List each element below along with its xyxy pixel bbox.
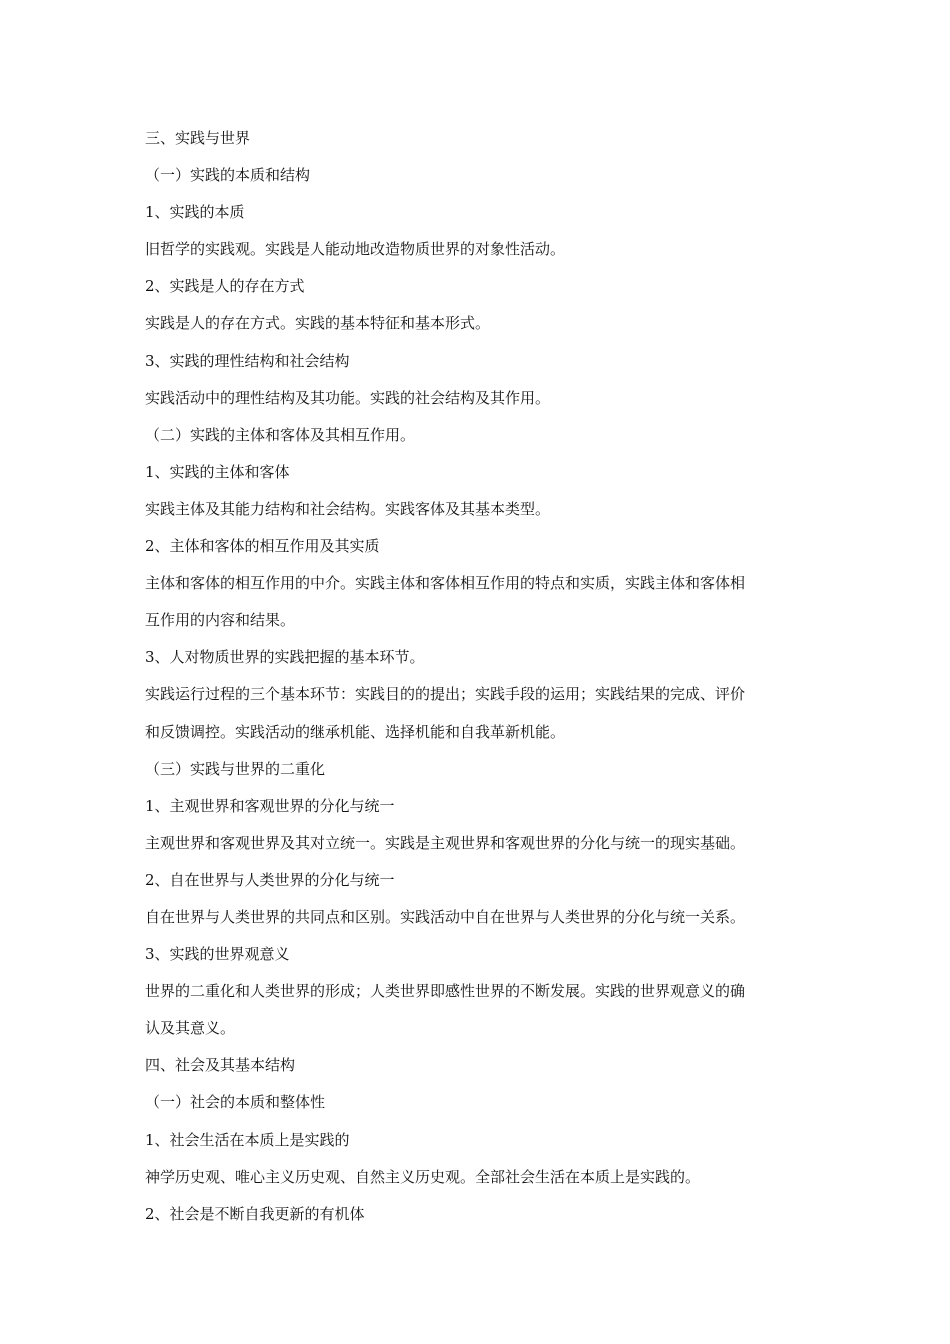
subheading-4-1: （一）社会的本质和整体性	[145, 1093, 326, 1112]
paragraph: 实践是人的存在方式。实践的基本特征和基本形式。	[145, 314, 491, 333]
subheading-3-1: （一）实践的本质和结构	[145, 166, 311, 185]
paragraph: 旧哲学的实践观。实践是人能动地改造物质世界的对象性活动。	[145, 240, 566, 259]
paragraph: 神学历史观、唯心主义历史观、自然主义历史观。全部社会生活在本质上是实践的。	[145, 1167, 701, 1186]
paragraph-line: 互作用的内容和结果。	[145, 611, 296, 630]
item-heading: 1、主观世界和客观世界的分化与统一	[145, 796, 395, 815]
item-heading: 1、实践的本质	[145, 203, 245, 222]
item-heading: 2、主体和客体的相互作用及其实质	[145, 537, 380, 556]
paragraph-line: 实践运行过程的三个基本环节：实践目的的提出；实践手段的运用；实践结果的完成、评价	[145, 685, 746, 704]
paragraph-line: 世界的二重化和人类世界的形成；人类世界即感性世界的不断发展。实践的世界观意义的确	[145, 982, 746, 1001]
paragraph: 实践主体及其能力结构和社会结构。实践客体及其基本类型。	[145, 499, 551, 518]
paragraph-line: 和反馈调控。实践活动的继承机能、选择机能和自我革新机能。	[145, 722, 566, 741]
paragraph-line: 认及其意义。	[145, 1019, 236, 1038]
heading-section-3: 三、实践与世界	[145, 129, 251, 147]
item-heading: 3、人对物质世界的实践把握的基本环节。	[145, 648, 425, 667]
item-heading: 3、实践的理性结构和社会结构	[145, 351, 350, 370]
paragraph: 实践活动中的理性结构及其功能。实践的社会结构及其作用。	[145, 388, 551, 407]
paragraph-line: 主体和客体的相互作用的中介。实践主体和客体相互作用的特点和实质，实践主体和客体相	[145, 574, 746, 593]
paragraph: 自在世界与人类世界的共同点和区别。实践活动中自在世界与人类世界的分化与统一关系。	[145, 907, 746, 926]
item-heading: 1、社会生活在本质上是实践的	[145, 1130, 350, 1149]
subheading-3-3: （三）实践与世界的二重化	[145, 759, 326, 778]
paragraph: 主观世界和客观世界及其对立统一。实践是主观世界和客观世界的分化与统一的现实基础。	[145, 833, 746, 852]
item-heading: 2、社会是不断自我更新的有机体	[145, 1204, 365, 1223]
document-body	[145, 120, 810, 1233]
subheading-3-2: （二）实践的主体和客体及其相互作用。	[145, 425, 416, 444]
item-heading: 2、自在世界与人类世界的分化与统一	[145, 870, 395, 889]
heading-section-4: 四、社会及其基本结构	[145, 1056, 296, 1075]
item-heading: 3、实践的世界观意义	[145, 945, 290, 964]
item-heading: 1、实践的主体和客体	[145, 462, 290, 481]
item-heading: 2、实践是人的存在方式	[145, 277, 305, 296]
